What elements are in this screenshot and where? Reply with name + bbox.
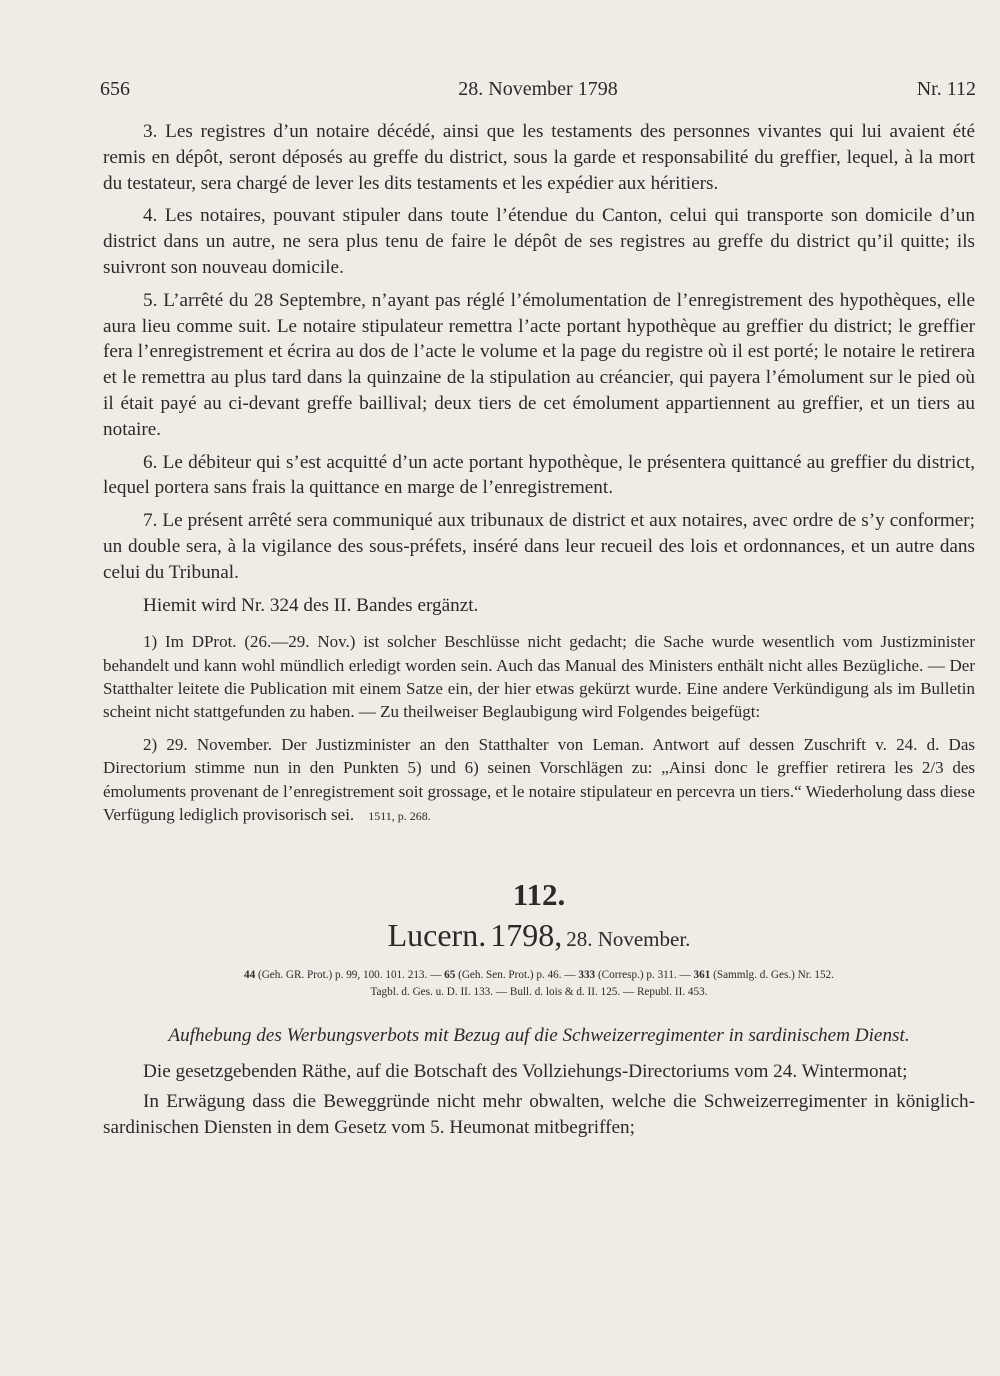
paragraph-3: 3. Les registres d’un notaire décédé, ainsi que les testaments des personnes vivantes qui lui avaient été remis en dépôt, seront déposés au greffe du district, sous la garde et responsabilité du greffier, lequel, à la mort du testateur, sera chargé de lever les dits testaments et les expédier aux héritiers. — [103, 121, 975, 194]
document-place-date — [103, 918, 975, 959]
page-body — [103, 119, 975, 1140]
source-volume: 65 — [444, 968, 456, 981]
document-place: Lucern. — [387, 916, 487, 953]
preamble-2: In Erwägung dass die Beweggründe nicht mehr obwalten, welche die Schweizerregimenter in königlich-sardinischen Diensten in dem Gesetz vom 5. Heumonat mitbegriffen; — [103, 1090, 975, 1138]
header-date: 28. November 1798 — [458, 78, 618, 100]
paragraph-4: 4. Les notaires, pouvant stipuler dans toute l’étendue du Canton, celui qui transporte son domicile d’un district dans un autre, ne sera plus tenu de faire le dépôt de ses registres au greffe du district qu’il quitte; ils suivront son nouveau domicile. — [103, 205, 975, 278]
source-text: (Sammlg. d. Ges.) Nr. 152. — [710, 968, 835, 981]
document-year: 1798, — [490, 916, 563, 953]
footnote-2-reference: 1511, p. 268. — [368, 808, 431, 823]
source-text: (Corresp.) p. 311. — — [595, 968, 694, 981]
page-number: 656 — [100, 78, 130, 100]
document-date: 28. November. — [566, 926, 691, 951]
preamble-1: Die gesetzgebenden Räthe, auf die Botschaft des Vollziehungs-Directoriums vom 24. Wintermonat; — [143, 1060, 908, 1082]
header-document-number: Nr. 112 — [916, 78, 976, 100]
source-line-1 — [103, 967, 975, 984]
paragraph-7: 7. Le présent arrêté sera communiqué aux tribunaux de district et aux notaires, avec ordre de s’y conformer; un double sera, à la vigilance des sous-préfets, inséré dans leur recueil des lois et ordonnances, et un autre dans celui du Tribunal. — [103, 510, 975, 583]
source-references — [103, 967, 975, 1001]
paragraph-5: 5. L’arrêté du 28 Septembre, n’ayant pas réglé l’émolumentation de l’enregistrement des hypothèques, elle aura lieu comme suit. Le notaire stipulateur remettra l’acte portant hypothèque au greffier du district; le greffier fera l’enregistrement et écrira au dos de l’acte le volume et la page du registre où il est porté; le notaire le retirera et le remettra au plus tard dans la quinzaine de la stipulation au créancier, qui payera l’émolument sur le pied où il était payé au ci-devant greffe baillival; deux tiers de cet émolument appartiennent au greffier, et un tiers au notaire. — [103, 289, 975, 440]
source-line-2: Tagbl. d. Ges. u. D. II. 133. — Bull. d. lois & d. II. 125. — Republ. II. 453. — [370, 985, 708, 998]
footnote-2 — [103, 733, 975, 828]
document-title: Aufhebung des Werbungsverbots mit Bezug auf die Schweizerregimenter in sardinischem Dienst. — [168, 1024, 910, 1046]
footnote-1: 1) Im DProt. (26.—29. Nov.) ist solcher Beschlüsse nicht gedacht; die Sache wurde wesentlich vom Justizminister behandelt und kann wohl mündlich erledigt worden sein. Auch das Manual des Ministers enthält nicht alles Bezügliche. — Der Statthalter leitete die Publication mit einem Satze ein, der hier etwas gekürzt wurde. Eine andere Verkündigung als im Bulletin scheint nicht stattgefunden zu haben. — Zu theilweiser Beglaubigung wird Folgendes beigefügt: — [103, 632, 975, 721]
source-text: (Geh. GR. Prot.) p. 99, 100. 101. 213. — — [255, 968, 445, 981]
source-volume: 333 — [578, 968, 596, 981]
document-number: 112. — [512, 876, 566, 912]
source-volume: 361 — [693, 968, 711, 981]
footnote-2-text-a: 2) 29. November. Der Justizminister an den Statthalter von Leman. Antwort auf dessen Zuschrift v. 24. d. Das Directorium stimme nun in den Punkten 5) und 6) seinen Vorschlägen zu: „Ainsi donc le greffier retirera les — [103, 735, 975, 778]
fraction: 2/3 — [921, 758, 944, 778]
footnote-2-text-b: des émoluments provenant de l’enregistrement soit grossage, et le notaire stipulateur en percevra un tiers.“ Wiederholung dass diese Verfügung lediglich provisorisch sei. — [103, 758, 975, 824]
page-header — [100, 78, 976, 108]
source-volume: 44 — [243, 968, 256, 981]
source-text: (Geh. Sen. Prot.) p. 46. — — [455, 968, 579, 981]
supplement-note: Hiemit wird Nr. 324 des II. Bandes ergänzt. — [143, 594, 479, 616]
paragraph-6: 6. Le débiteur qui s’est acquitté d’un acte portant hypothèque, le présentera quittancé au greffier du district, lequel portera sans frais la quittance en marge de l’enregistrement. — [103, 451, 975, 499]
